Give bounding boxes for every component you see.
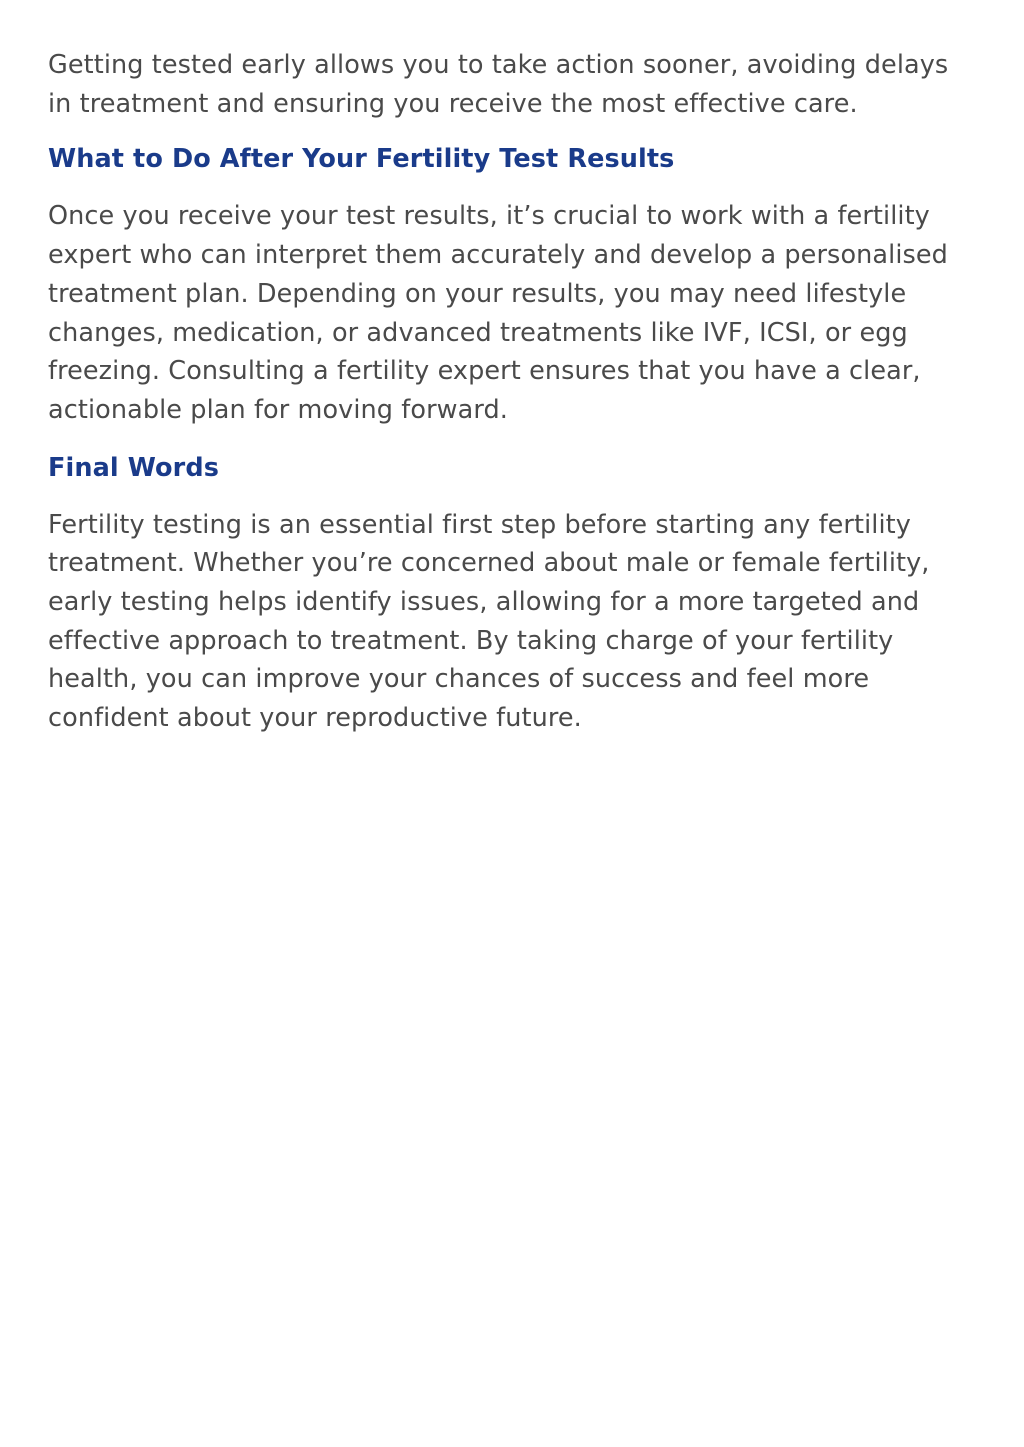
- paragraph-line: confident about your reproductive future.: [48, 703, 582, 734]
- final-words-paragraph: [48, 506, 978, 738]
- intro-paragraph: [48, 46, 978, 123]
- document-page: [48, 46, 978, 738]
- paragraph-line: actionable plan for moving forward.: [48, 394, 508, 425]
- paragraph-line: early testing helps identify issues, allowing for a more targeted and: [48, 587, 920, 618]
- paragraph-line: changes, medication, or advanced treatments like IVF, ICSI, or egg: [48, 317, 908, 348]
- paragraph-line: treatment. Whether you’re concerned about male or female fertility,: [48, 548, 930, 579]
- paragraph-line: expert who can interpret them accurately and develop a personalised: [48, 240, 948, 271]
- paragraph-line: effective approach to treatment. By taking charge of your fertility: [48, 625, 894, 656]
- paragraph-line: Getting tested early allows you to take action sooner, avoiding delays: [48, 50, 949, 80]
- paragraph-line: Fertility testing is an essential first step before starting any fertility: [48, 509, 911, 540]
- section-heading-after-results: What to Do After Your Fertility Test Results: [48, 144, 675, 175]
- paragraph-line: treatment plan. Depending on your results, you may need lifestyle: [48, 278, 907, 309]
- paragraph-line: health, you can improve your chances of success and feel more: [48, 664, 870, 695]
- paragraph-line: Once you receive your test results, it’s crucial to work with a fertility: [48, 201, 930, 232]
- paragraph-line: in treatment and ensuring you receive the most effective care.: [48, 88, 858, 119]
- paragraph-line: freezing. Consulting a fertility expert ensures that you have a clear,: [48, 356, 921, 387]
- section-heading-final-words: Final Words: [48, 452, 219, 483]
- after-results-paragraph: [48, 197, 978, 429]
